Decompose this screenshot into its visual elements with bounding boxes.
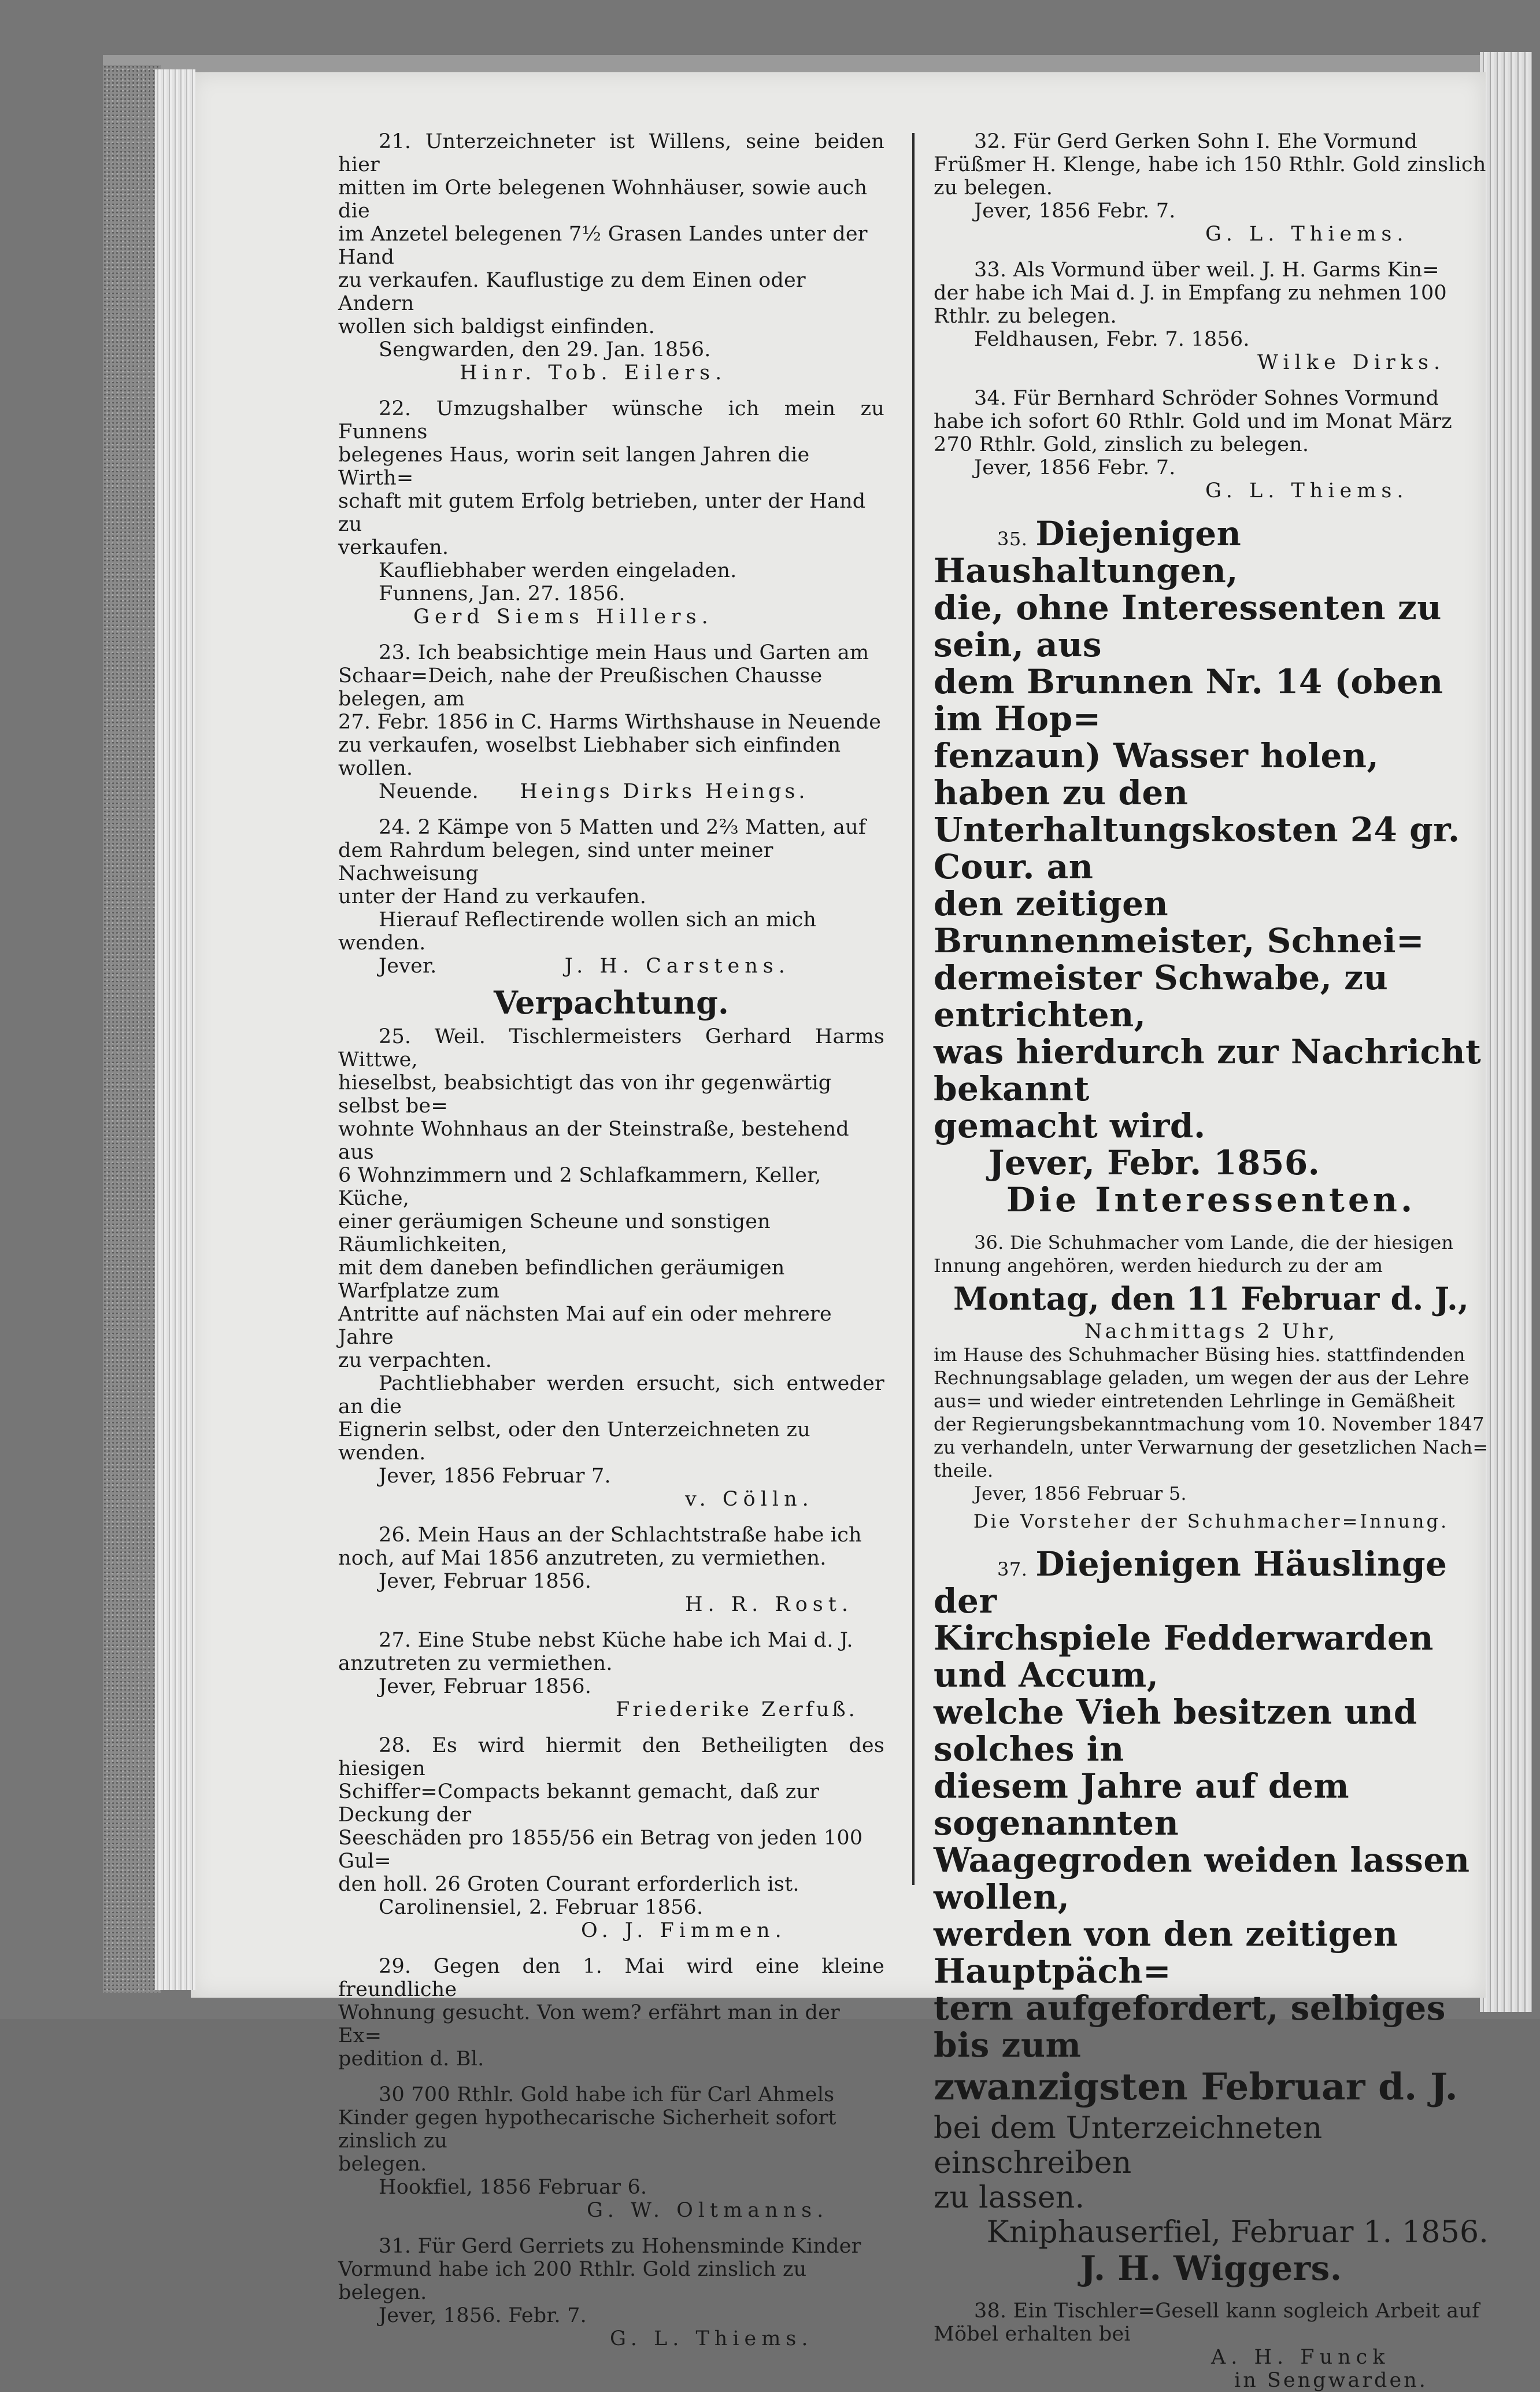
ad-21-line: im Anzetel belegenen 7½ Grasen Landes unter der Hand (338, 223, 868, 269)
ad-32 (934, 130, 1489, 246)
ad-31-place-date: Jever, 1856. Febr. 7. (379, 2304, 587, 2327)
ad-32-line: 32. Für Gerd Gerken Sohn I. Ehe Vormund (974, 130, 1417, 153)
ad-26-place-date: Jever, Februar 1856. (379, 1570, 592, 1593)
ad-27-signature: Friederike Zerfuß. (616, 1698, 858, 1721)
ad-22-signature: Gerd Siems Hillers. (413, 605, 713, 628)
ad-25-line: mit dem daneben befindlichen geräumigen Warfplatze zum (338, 1256, 785, 1303)
ad-22-line: belegenes Haus, worin seit langen Jahren die Wirth= (338, 443, 810, 490)
ad-25-place-date: Jever, 1856 Februar 7. (379, 1465, 611, 1488)
ad-24-line: Hierauf Reflectirende wollen sich an mich (379, 908, 817, 931)
ad-35-line: was hierdurch zur Nachricht bekannt (934, 1032, 1482, 1108)
ad-35 (934, 515, 1489, 1218)
ad-37-place-date: Kniphauserfiel, Februar 1. 1856. (986, 2215, 1489, 2250)
ad-28-signature: O. J. Fimmen. (581, 1919, 787, 1942)
marbled-book-cover (103, 65, 161, 1993)
ad-38-line: Möbel erhalten bei (934, 2323, 1131, 2346)
ad-34 (934, 387, 1489, 502)
ad-37 (934, 1546, 1489, 2287)
ad-30-signature: G. W. Oltmanns. (587, 2199, 829, 2222)
ad-35-number: 35. (997, 528, 1028, 550)
ad-29-line: Wohnung gesucht. Von wem? erfährt man in der Ex= (338, 2001, 840, 2047)
ad-25-line: Eignerin selbst, oder den Unterzeichneten zu wenden. (338, 1418, 810, 1465)
ad-22-place-date: Funnens, Jan. 27. 1856. (379, 582, 625, 605)
ad-37-headline (934, 1546, 1489, 1620)
ad-36-line: aus= und wieder eintretenden Lehrlinge in Gemäßheit (934, 1390, 1455, 1412)
ad-24-line: 24. 2 Kämpe von 5 Matten und 2⅔ Matten, auf (379, 816, 866, 839)
ad-23-line: 23. Ich beabsichtige mein Haus und Garten am (379, 641, 869, 664)
ad-32-place-date: Jever, 1856 Febr. 7. (974, 199, 1176, 223)
section-heading-verpachtung: Verpachtung. (493, 984, 730, 1021)
ad-33-line: der habe ich Mai d. J. in Empfang zu nehmen 100 (934, 282, 1447, 305)
ad-37-line: tern aufgefordert, selbiges bis zum (934, 1988, 1446, 2065)
ad-37-line: welche Vieh besitzen und solches in (934, 1692, 1417, 1769)
ad-35-headline (934, 515, 1489, 589)
ad-36-signature: Die Vorsteher der Schuhmacher=Innung. (973, 1510, 1449, 1532)
ad-35-signature: Die Interessenten. (1006, 1180, 1416, 1219)
page-edges-left (155, 69, 195, 1990)
ad-37-number: 37. (997, 1558, 1028, 1580)
ad-30 (338, 2083, 884, 2222)
ad-21-place-date: Sengwarden, den 29. Jan. 1856. (379, 338, 711, 361)
ad-35-line: die, ohne Interessenten zu sein, aus (934, 588, 1442, 664)
ad-29-line: 29. Gegen den 1. Mai wird eine kleine freundliche (338, 1955, 884, 2001)
ad-27-place-date: Jever, Februar 1856. (379, 1675, 592, 1698)
ad-37-line: Waagegroden weiden lassen wollen, (934, 1840, 1470, 1917)
ad-23-line: 27. Febr. 1856 in C. Harms Wirthshause in Neuende (338, 711, 882, 734)
ad-24-footer (338, 955, 884, 978)
ad-38-signature: A. H. Funck (1211, 2346, 1390, 2369)
ad-33-place-date: Feldhausen, Febr. 7. 1856. (974, 328, 1250, 351)
ad-36-line: der Regierungsbekanntmachung vom 10. November 1847 (934, 1413, 1485, 1435)
ad-28-line: Seeschäden pro 1855/56 ein Betrag von jeden 100 Gul= (338, 1827, 863, 1873)
ad-25-line: Antritte auf nächsten Mai auf ein oder mehrere Jahre (338, 1303, 832, 1349)
ad-23-line: zu verkaufen, woselbst Liebhaber sich einfinden wollen. (338, 734, 841, 780)
ad-36-line: zu verhandeln, unter Verwarnung der gesetzlichen Nach= (934, 1436, 1489, 1458)
ad-33-signature: Wilke Dirks. (1257, 351, 1446, 374)
ad-31 (338, 2235, 884, 2350)
ad-38-signature-place: in Sengwarden. (1234, 2369, 1428, 2392)
ad-24 (338, 816, 884, 978)
ad-32-line: Früßmer H. Klenge, habe ich 150 Rthlr. Gold zinslich (934, 153, 1486, 176)
ad-30-line: Kinder gegen hypothecarische Sicherheit sofort zinslich zu (338, 2106, 836, 2153)
ad-33 (934, 258, 1489, 374)
ad-25-line: hieselbst, beabsichtigt das von ihr gegenwärtig selbst be= (338, 1071, 832, 1118)
ad-23-place: Neuende. (379, 780, 479, 803)
ad-34-line: habe ich sofort 60 Rthlr. Gold und im Monat März (934, 410, 1452, 433)
ad-22-line: verkaufen. (338, 536, 449, 559)
ad-36-line: theile. (934, 1459, 994, 1481)
ad-23-line: Schaar=Deich, nahe der Preußischen Chausse belegen, am (338, 664, 823, 711)
ad-27-line: anzutreten zu vermiethen. (338, 1652, 613, 1675)
ad-31-line: 31. Für Gerd Gerriets zu Hohensminde Kinder (379, 2235, 861, 2258)
ad-21-line: mitten im Orte belegenen Wohnhäuser, sowie auch die (338, 176, 868, 223)
ad-22-line: schaft mit gutem Erfolg betrieben, unter der Hand zu (338, 490, 866, 536)
ad-36-line: Rechnungsablage geladen, um wegen der aus der Lehre (934, 1367, 1469, 1389)
ad-31-signature: G. L. Thiems. (610, 2327, 813, 2350)
ad-38-line: 38. Ein Tischler=Gesell kann sogleich Arbeit auf (974, 2299, 1480, 2323)
ad-24-line: dem Rahrdum belegen, sind unter meiner Nachweisung (338, 839, 773, 885)
ad-37-line: diesem Jahre auf dem sogenannten (934, 1766, 1350, 1843)
ad-27-line: 27. Eine Stube nebst Küche habe ich Mai d. J. (379, 1629, 853, 1652)
ad-28-line: den holl. 26 Groten Courant erforderlich ist. (338, 1873, 799, 1896)
ad-26 (338, 1524, 884, 1616)
ad-25-signature: v. Cölln. (685, 1488, 814, 1511)
ad-34-line: 270 Rthlr. Gold, zinslich zu belegen. (934, 433, 1309, 456)
ad-34-line: 34. Für Bernhard Schröder Sohnes Vormund (974, 387, 1439, 410)
ad-36-line: Innung angehören, werden hiedurch zu der am (934, 1255, 1383, 1277)
ad-22 (338, 397, 884, 628)
ad-30-line: belegen. (338, 2153, 427, 2176)
ad-21-line: wollen sich baldigst einfinden. (338, 315, 655, 338)
ad-28-place-date: Carolinensiel, 2. Februar 1856. (379, 1896, 704, 1919)
ad-24-line: unter der Hand zu verkaufen. (338, 885, 647, 908)
ad-25-line: 25. Weil. Tischlermeisters Gerhard Harms Wittwe, (338, 1025, 884, 1071)
ad-32-line: zu belegen. (934, 176, 1053, 199)
ad-23-footer (338, 780, 884, 803)
ad-29-line: pedition d. Bl. (338, 2047, 484, 2071)
ad-23 (338, 641, 884, 803)
ad-26-line: noch, auf Mai 1856 anzutreten, zu vermiethen. (338, 1547, 827, 1570)
ad-32-signature: G. L. Thiems. (1205, 223, 1409, 246)
ad-35-line: Unterhaltungskosten 24 gr. Cour. an (934, 810, 1460, 886)
ad-25-line: einer geräumigen Scheune und sonstigen Räumlichkeiten, (338, 1210, 771, 1256)
ad-37-deadline: zwanzigsten Februar d. J. (934, 2065, 1458, 2109)
ad-34-place-date: Jever, 1856 Febr. 7. (974, 456, 1176, 479)
ad-35-line: dermeister Schwabe, zu entrichten, (934, 958, 1389, 1034)
ad-26-signature: H. R. Rost. (685, 1593, 853, 1616)
ad-38 (934, 2299, 1489, 2392)
ad-25-line: wohnte Wohnhaus an der Steinstraße, bestehend aus (338, 1118, 849, 1164)
book-cover-top-edge (103, 55, 1513, 72)
ad-21 (338, 130, 884, 385)
ad-25-line: zu verpachten. (338, 1349, 492, 1372)
ad-28 (338, 1734, 884, 1942)
ad-21-signature: Hinr. Tob. Eilers. (460, 361, 727, 385)
ad-36-meeting-time: Nachmittags 2 Uhr, (1084, 1320, 1338, 1343)
ad-30-place-date: Hookfiel, 1856 Februar 6. (379, 2176, 647, 2199)
ad-37-line: Diejenigen Häuslinge der (934, 1544, 1448, 1621)
ad-37-line: zu lassen. (934, 2180, 1085, 2215)
ad-24-line: wenden. (338, 931, 426, 955)
column-divider (912, 133, 915, 1885)
ad-24-place: Jever. (379, 955, 437, 978)
ad-27 (338, 1629, 884, 1721)
ad-37-line: werden von den zeitigen Hauptpäch= (934, 1914, 1398, 1991)
ad-28-line: 28. Es wird hiermit den Betheiligten des hiesigen (338, 1734, 884, 1780)
ad-35-line: gemacht wird. (934, 1106, 1206, 1145)
ad-36 (934, 1231, 1489, 1533)
ad-36-line: im Hause des Schuhmacher Büsing hies. stattfindenden (934, 1344, 1465, 1366)
ad-35-line: fenzaun) Wasser holen, haben zu den (934, 736, 1379, 812)
ad-28-line: Schiffer=Compacts bekannt gemacht, daß zur Deckung der (338, 1780, 820, 1827)
ad-23-signature: Heings Dirks Heings. (520, 780, 809, 803)
ad-35-place-date: Jever, Febr. 1856. (989, 1143, 1320, 1182)
ad-34-signature: G. L. Thiems. (1205, 479, 1409, 502)
ad-22-line: 22. Umzugshalber wünsche ich mein zu Funnens (338, 397, 884, 443)
ad-36-place-date: Jever, 1856 Februar 5. (974, 1482, 1187, 1504)
ad-24-signature: J. H. Carstens. (564, 955, 790, 978)
ad-37-signature: J. H. Wiggers. (1080, 2249, 1342, 2288)
ad-25 (338, 1025, 884, 1511)
ad-26-line: 26. Mein Haus an der Schlachtstraße habe ich (379, 1524, 862, 1547)
ad-22-line: Kaufliebhaber werden eingeladen. (379, 559, 737, 582)
ad-36-line: 36. Die Schuhmacher vom Lande, die der hiesigen (974, 1232, 1454, 1254)
ad-37-line: Kirchspiele Fedderwarden und Accum, (934, 1618, 1434, 1695)
ad-21-line: zu verkaufen. Kauflustige zu dem Einen oder Andern (338, 269, 806, 315)
ad-33-line: Rthlr. zu belegen. (934, 305, 1117, 328)
ad-25-line: 6 Wohnzimmern und 2 Schlafkammern, Keller, Küche, (338, 1164, 821, 1210)
ad-33-line: 33. Als Vormund über weil. J. H. Garms Kin= (974, 258, 1439, 282)
ad-35-line: den zeitigen Brunnenmeister, Schnei= (934, 884, 1425, 960)
right-column (934, 130, 1489, 2392)
ad-25-line: Pachtliebhaber werden ersucht, sich entweder an die (338, 1372, 884, 1418)
ad-35-line: dem Brunnen Nr. 14 (oben im Hop= (934, 662, 1443, 738)
ad-29 (338, 1955, 884, 2071)
ad-36-meeting-date: Montag, den 11 Februar d. J., (953, 1280, 1469, 1317)
ad-37-line: bei dem Unterzeichneten einschreiben (934, 2111, 1323, 2180)
ad-30-line: 30 700 Rthlr. Gold habe ich für Carl Ahmels (379, 2083, 835, 2106)
ad-31-line: Vormund habe ich 200 Rthlr. Gold zinslich zu belegen. (338, 2258, 807, 2304)
ad-21-line: 21. Unterzeichneter ist Willens, seine beiden hier (338, 130, 884, 176)
ad-35-line: Diejenigen Haushaltungen, (934, 514, 1242, 590)
left-column (338, 130, 884, 2350)
